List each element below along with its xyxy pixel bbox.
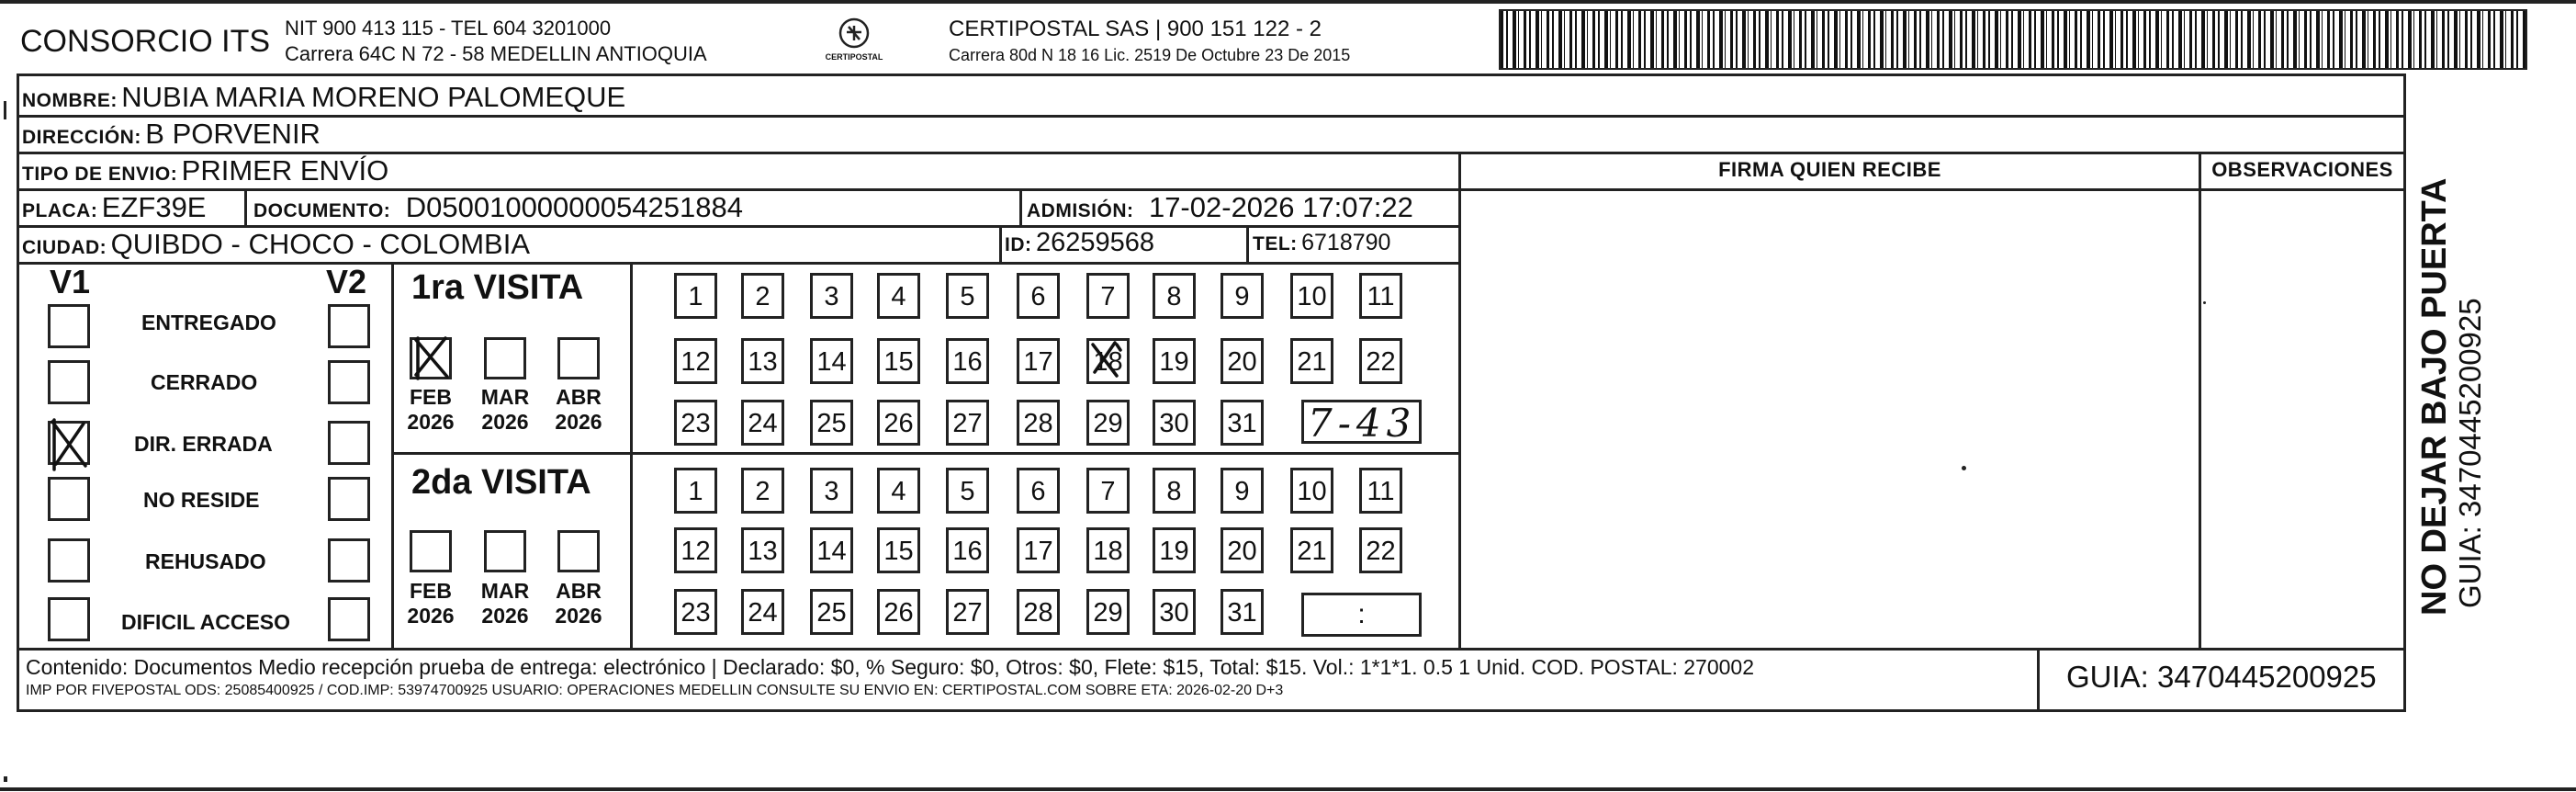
first-visit-day-22[interactable]: 22 [1359,338,1402,384]
tel-cell [1253,230,1390,256]
second-visit-day-7[interactable]: 7 [1086,468,1130,514]
handwritten-x-mark [411,334,456,384]
second-visit-day-27[interactable]: 27 [946,589,989,635]
month-name: MAR [480,385,530,409]
placa-value: EZF39E [101,191,207,223]
status-no-reside-label: NO RESIDE [143,488,260,512]
status-entregado-label: ENTREGADO [141,311,276,334]
first-visit-time-box[interactable] [1301,400,1422,444]
month-name: MAR [480,579,530,603]
first-visit-day-9[interactable]: 9 [1221,273,1264,319]
second-visit-day-31[interactable]: 31 [1221,589,1264,635]
nombre-row [22,81,625,114]
admision-value: 17-02-2026 17:07:22 [1148,191,1413,223]
second-visit-time-box[interactable] [1301,593,1422,637]
first-visit-abr-label [546,385,611,435]
row-line-1 [17,115,2406,118]
v1-entregado-checkbox[interactable] [48,304,90,348]
second-visit-day-16[interactable]: 16 [946,527,989,573]
second-visit-day-4[interactable]: 4 [877,468,920,514]
second-visit-day-1[interactable]: 1 [674,468,717,514]
first-visit-day-11[interactable]: 11 [1359,273,1402,319]
month-year: 2026 [555,604,602,628]
second-visit-day-5[interactable]: 5 [946,468,989,514]
first-visit-day-13[interactable]: 13 [741,338,784,384]
first-visit-day-17[interactable]: 17 [1017,338,1060,384]
first-visit-day-31[interactable]: 31 [1221,400,1264,446]
second-visit-title: 2da VISITA [411,463,591,502]
first-visit-day-24[interactable]: 24 [741,400,784,446]
second-visit-day-14[interactable]: 14 [810,527,853,573]
month-year: 2026 [481,410,529,434]
month-name: ABR [556,579,602,603]
first-visit-day-26[interactable]: 26 [877,400,920,446]
first-visit-day-19[interactable]: 19 [1153,338,1196,384]
placa-divider [244,188,247,225]
tipo-label: TIPO DE ENVIO: [22,164,178,185]
side-guia: GUIA: 3470445200925 [2453,298,2487,608]
second-visit-day-17[interactable]: 17 [1017,527,1060,573]
first-visit-day-12[interactable]: 12 [674,338,717,384]
first-visit-day-30[interactable]: 30 [1153,400,1196,446]
second-visit-day-19[interactable]: 19 [1153,527,1196,573]
tel-label: TEL: [1253,233,1298,255]
ciudad-label: CIUDAD: [22,237,107,258]
v1-dificil-acceso-checkbox[interactable] [48,597,90,641]
first-visit-day-21[interactable]: 21 [1290,338,1333,384]
first-visit-title: 1ra VISITA [411,268,584,307]
handwritten-day-mark [1089,339,1130,383]
placa-label: PLACA: [22,200,98,221]
first-visit-day-27[interactable]: 27 [946,400,989,446]
footer-contenido: Contenido: Documentos Medio recepción prueba de entrega: electrónico | Declarado: $0, % Seguro: $0, Otros: $0, Flete: $15, Total: $15. Vol.: 1*1*1. 0.5 1 Unid. COD. POSTAL: 270002 [26,655,1755,679]
v2-entregado-checkbox[interactable] [328,304,370,348]
id-label: ID: [1005,234,1032,255]
footer-top-line [17,648,2406,651]
second-visit-day-20[interactable]: 20 [1221,527,1264,573]
footer-imp: IMP POR FIVEPOSTAL ODS: 25085400925 / COD.IMP: 53974700925 USUARIO: OPERACIONES MEDELLIN CONSULTE SU ENVIO EN: CERTIPOSTAL.COM SOBRE ETA: 2026-02-20 D+3 [26,683,1284,698]
status-divider [391,262,394,648]
v2-rehusado-checkbox[interactable] [328,538,370,583]
tel-divider [1246,225,1249,262]
id-cell [1005,228,1154,258]
second-visit-day-13[interactable]: 13 [741,527,784,573]
nit-line: NIT 900 413 115 - TEL 604 3201000 [285,17,612,40]
second-visit-day-15[interactable]: 15 [877,527,920,573]
guia-divider [2037,648,2040,709]
first-visit-day-14[interactable]: 14 [810,338,853,384]
tipo-row [22,154,388,187]
v1-rehusado-checkbox[interactable] [48,538,90,583]
placa-cell [22,191,207,224]
certipostal-line1: CERTIPOSTAL SAS | 900 151 122 - 2 [949,17,1322,41]
second-visit-abr-checkbox[interactable] [557,530,600,572]
certipostal-logo [822,17,886,62]
certipostal-line2: Carrera 80d N 18 16 Lic. 2519 De Octubre 23 De 2015 [949,46,1351,64]
firma-header-text: FIRMA QUIEN RECIBE [1718,158,1941,181]
stray-dot [1962,466,1966,470]
certipostal-logo-icon [836,17,872,50]
first-visit-day-5[interactable]: 5 [946,273,989,319]
v2-dificil-acceso-checkbox[interactable] [328,597,370,641]
direccion-value: B PORVENIR [145,118,321,150]
nombre-value: NUBIA MARIA MORENO PALOMEQUE [121,81,626,113]
month-year: 2026 [407,410,455,434]
first-visit-day-1[interactable]: 1 [674,273,717,319]
observaciones-header-text: OBSERVACIONES [2211,158,2393,181]
id-value: 26259568 [1035,228,1154,257]
admision-divider [1019,188,1022,225]
handwritten-x-mark [49,418,95,473]
first-visit-day-2[interactable]: 2 [741,273,784,319]
second-visit-day-3[interactable]: 3 [810,468,853,514]
first-visit-day-18[interactable]: 18 [1086,338,1130,384]
second-visit-day-24[interactable]: 24 [741,589,784,635]
second-visit-day-30[interactable]: 30 [1153,589,1196,635]
first-visit-day-4[interactable]: 4 [877,273,920,319]
address-line: Carrera 64C N 72 - 58 MEDELLIN ANTIOQUIA [285,42,707,65]
admision-label: ADMISIÓN: [1027,200,1134,221]
documento-label: DOCUMENTO: [253,200,391,221]
status-dir-errada-label: DIR. ERRADA [134,432,273,456]
bottom-border [0,787,2576,791]
first-visit-day-23[interactable]: 23 [674,400,717,446]
barcode [1499,9,2527,70]
firma-left-line [1458,152,1461,651]
first-visit-day-7[interactable]: 7 [1086,273,1130,319]
first-visit-day-25[interactable]: 25 [810,400,853,446]
month-name: FEB [410,579,452,603]
v2-label: V2 [326,263,367,300]
obs-left-line [2199,152,2201,651]
second-visit-day-12[interactable]: 12 [674,527,717,573]
corner-mark [4,776,7,782]
second-visit-day-29[interactable]: 29 [1086,589,1130,635]
status-cerrado-label: CERRADO [151,370,258,394]
table-bottom-line [17,709,2406,712]
side-text [2415,101,2488,616]
nombre-label: NOMBRE: [22,90,118,111]
v2-cerrado-checkbox[interactable] [328,360,370,404]
table-left-line [17,74,19,712]
first-visit-day-10[interactable]: 10 [1290,273,1333,319]
top-border [0,0,2576,4]
first-visit-day-6[interactable]: 6 [1017,273,1060,319]
v1-label: V1 [50,263,91,300]
footer-guia: GUIA: 3470445200925 [2066,660,2377,694]
id-divider [999,225,1002,262]
side-warning: NO DEJAR BAJO PUERTA [2415,177,2454,616]
second-visit-day-22[interactable]: 22 [1359,527,1402,573]
second-visit-day-18[interactable]: 18 [1086,527,1130,573]
v1-dir-errada-checkbox[interactable] [48,421,90,465]
month-name: ABR [556,385,602,409]
second-visit-feb-checkbox[interactable] [410,530,452,572]
second-visit-day-2[interactable]: 2 [741,468,784,514]
row-line-5 [17,262,1461,265]
observaciones-header [2199,158,2406,182]
visits-divider [391,452,1461,455]
first-visit-feb-checkbox[interactable] [410,337,452,379]
status-rehusado-label: REHUSADO [145,549,266,573]
second-visit-day-10[interactable]: 10 [1290,468,1333,514]
table-top-line [17,74,2406,76]
second-visit-day-26[interactable]: 26 [877,589,920,635]
second-visit-day-23[interactable]: 23 [674,589,717,635]
first-visit-day-29[interactable]: 29 [1086,400,1130,446]
tipo-value: PRIMER ENVÍO [181,154,389,187]
month-name: FEB [410,385,452,409]
first-visit-day-20[interactable]: 20 [1221,338,1264,384]
first-visit-mar-checkbox[interactable] [484,337,526,379]
first-visit-mar-label [473,385,537,435]
tel-value: 6718790 [1301,230,1391,255]
first-visit-day-8[interactable]: 8 [1153,273,1196,319]
second-visit-feb-label [399,579,463,628]
admision-cell [1027,191,1413,224]
v2-no-reside-checkbox[interactable] [328,477,370,521]
first-visit-abr-checkbox[interactable] [557,337,600,379]
second-visit-day-8[interactable]: 8 [1153,468,1196,514]
margin-mark [4,101,6,119]
stray-dot [2203,301,2206,304]
first-visit-feb-label [399,385,463,435]
month-year: 2026 [555,410,602,434]
logo-text: CERTIPOSTAL [825,52,883,62]
first-visit-day-15[interactable]: 15 [877,338,920,384]
second-visit-day-28[interactable]: 28 [1017,589,1060,635]
second-visit-day-6[interactable]: 6 [1017,468,1060,514]
second-visit-day-11[interactable]: 11 [1359,468,1402,514]
direccion-label: DIRECCIÓN: [22,127,141,148]
first-visit-day-16[interactable]: 16 [946,338,989,384]
second-visit-mar-checkbox[interactable] [484,530,526,572]
documento-value: D05001000000054251884 [405,191,743,223]
ciudad-value: QUIBDO - CHOCO - COLOMBIA [110,228,531,260]
second-visit-mar-label [473,579,537,628]
v1-cerrado-checkbox[interactable] [48,360,90,404]
company-name: CONSORCIO ITS [20,24,271,59]
second-visit-abr-label [546,579,611,628]
month-year: 2026 [407,604,455,628]
first-visit-day-3[interactable]: 3 [810,273,853,319]
second-visit-day-9[interactable]: 9 [1221,468,1264,514]
v2-dir-errada-checkbox[interactable] [328,421,370,465]
first-visit-day-28[interactable]: 28 [1017,400,1060,446]
firma-header [1458,158,2201,182]
second-visit-day-25[interactable]: 25 [810,589,853,635]
direccion-row [22,118,321,151]
months-divider [630,262,633,648]
first-visit-time-handwritten: 7-43 [1308,401,1417,446]
v1-no-reside-checkbox[interactable] [48,477,90,521]
status-dificil-acceso-label: DIFICIL ACCESO [121,610,291,634]
second-visit-day-21[interactable]: 21 [1290,527,1333,573]
second-visit-time-placeholder: : [1357,599,1366,629]
documento-cell [253,191,743,224]
month-year: 2026 [481,604,529,628]
ciudad-cell [22,228,530,261]
